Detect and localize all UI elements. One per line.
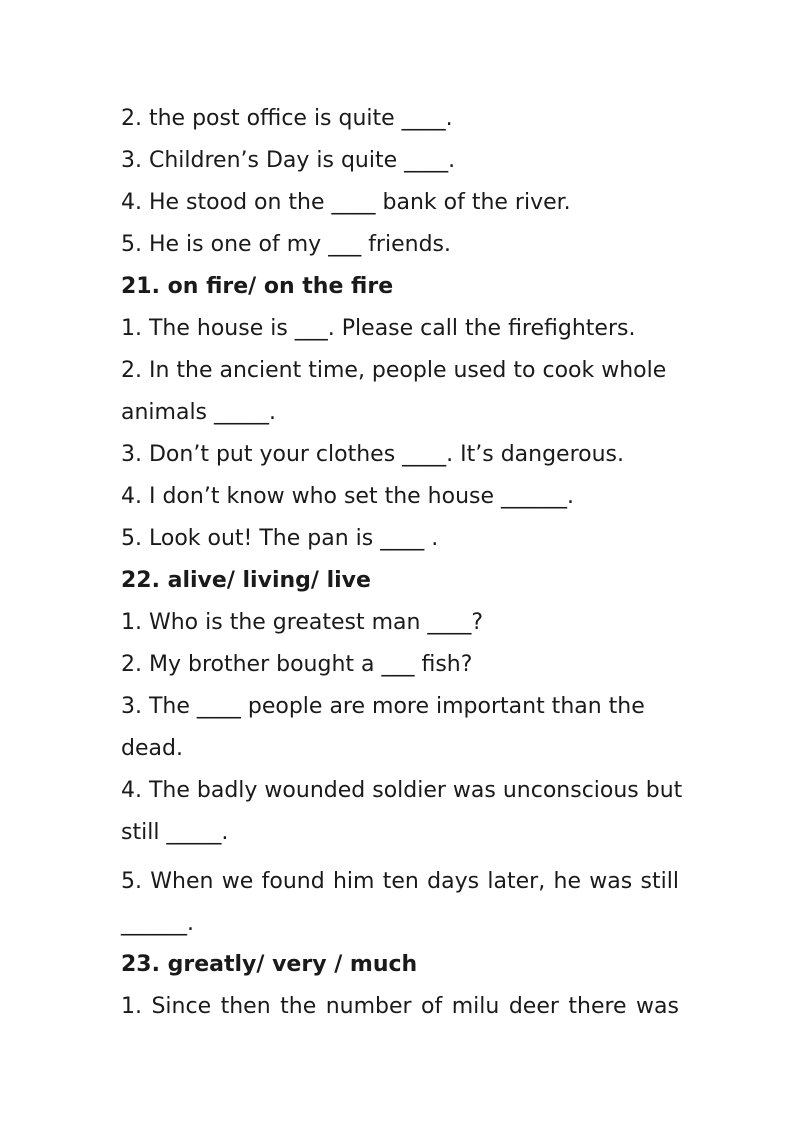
section-heading-23: 23. greatly/ very / much [121, 952, 418, 977]
exercise-line-20-2: 2. the post office is quite ____. [121, 106, 453, 131]
word: of [421, 994, 443, 1019]
exercise-line-21-2: 2. In the ancient time, people used to cook whole [121, 358, 667, 383]
word: was [636, 994, 679, 1019]
word: number [325, 994, 412, 1019]
word: Since [151, 994, 212, 1019]
exercise-line-21-3: 3. Don’t put your clothes ____. It’s dangerous. [121, 442, 625, 467]
exercise-line-21-1: 1. The house is ___. Please call the firefighters. [121, 316, 636, 341]
exercise-line-20-3: 3. Children’s Day is quite ____. [121, 148, 456, 173]
exercise-line-22-5 [121, 868, 679, 896]
word: days [427, 869, 480, 894]
exercise-line-22-4: 4. The badly wounded soldier was unconscious but [121, 778, 683, 803]
word: found [261, 869, 325, 894]
exercise-line-20-4: 4. He stood on the ____ bank of the river. [121, 190, 571, 215]
exercise-line-22-1: 1. Who is the greatest man ____? [121, 610, 484, 635]
exercise-line-22-4-cont: still _____. [121, 820, 229, 845]
word: there [568, 994, 627, 1019]
word: was [589, 869, 633, 894]
exercise-line-21-2-cont: animals _____. [121, 400, 277, 425]
exercise-line-22-5-cont: ______. [121, 911, 194, 936]
word: ten [382, 869, 419, 894]
exercise-line-22-3: 3. The ____ people are more important than the [121, 694, 645, 719]
word: later, [487, 869, 546, 894]
word: milu [451, 994, 500, 1019]
word: When [150, 869, 214, 894]
exercise-line-23-1 [121, 993, 679, 1021]
section-heading-22: 22. alive/ living/ live [121, 568, 371, 593]
word: still [640, 869, 679, 894]
exercise-line-22-3-cont: dead. [121, 736, 183, 761]
word: 5. [121, 869, 142, 894]
word: deer [508, 994, 559, 1019]
word: he [553, 869, 581, 894]
exercise-line-21-4: 4. I don’t know who set the house ______. [121, 484, 575, 509]
section-heading-21: 21. on fire/ on the fire [121, 274, 394, 299]
word: him [332, 869, 375, 894]
exercise-line-22-2: 2. My brother bought a ___ fish? [121, 652, 473, 677]
word: we [221, 869, 254, 894]
exercise-line-21-5: 5. Look out! The pan is ____ . [121, 526, 439, 551]
word: 1. [121, 994, 142, 1019]
exercise-line-20-5: 5. He is one of my ___ friends. [121, 232, 451, 257]
word: then [220, 994, 271, 1019]
word: the [280, 994, 317, 1019]
